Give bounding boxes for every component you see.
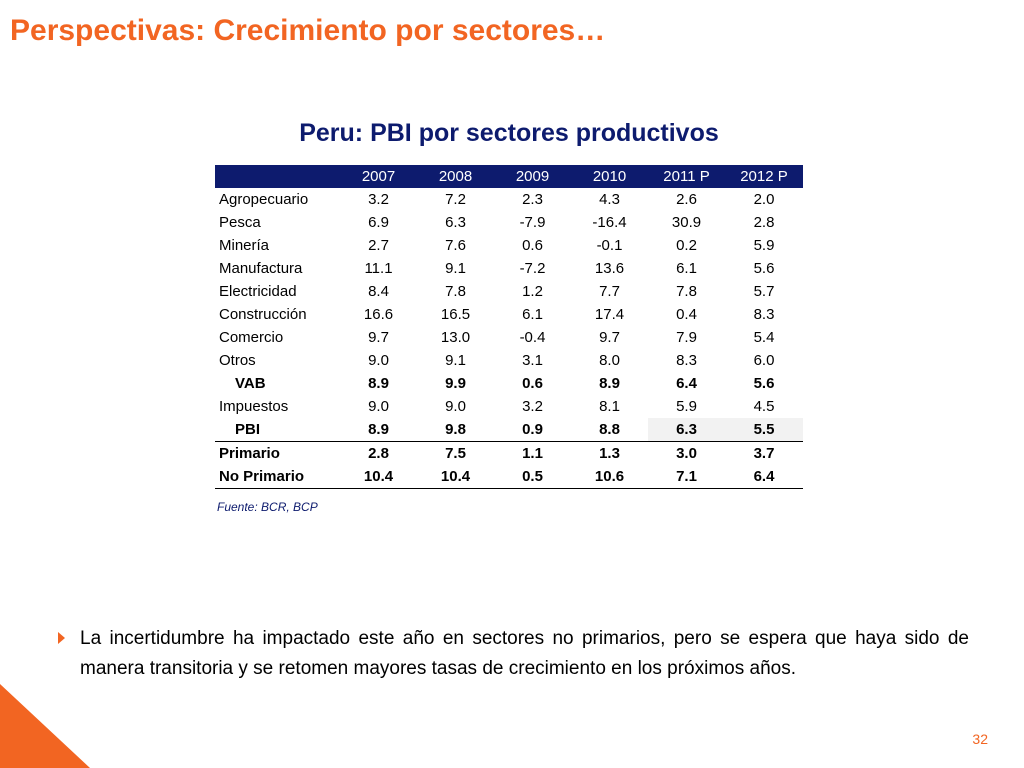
column-header-2009: 2009: [494, 165, 571, 188]
cell: 7.5: [445, 445, 466, 462]
cell: 10.4: [340, 465, 417, 489]
cell: 9.8: [417, 418, 494, 442]
cell: 7.2: [445, 191, 466, 208]
cell: 2.7: [368, 237, 389, 254]
table-row-primario: [215, 442, 803, 466]
pbi-sector-table: [215, 165, 803, 489]
slide-title: Perspectivas: Crecimiento por sectores…: [10, 14, 606, 47]
cell: 4.3: [599, 191, 620, 208]
cell: -0.1: [596, 237, 623, 254]
cell: 3.2: [522, 398, 543, 415]
column-header-2011p: 2011 P: [648, 165, 725, 188]
cell: 13.6: [594, 260, 625, 277]
column-header-2010: 2010: [571, 165, 648, 188]
cell: 5.9: [753, 237, 775, 254]
cell: 10.6: [571, 465, 648, 489]
source-note: Fuente: BCR, BCP: [217, 500, 318, 514]
cell: 8.3: [753, 306, 775, 323]
table-row-no-primario: [215, 465, 803, 489]
cell: 8.0: [599, 352, 620, 369]
cell: 8.9: [599, 375, 620, 392]
cell: 2.8: [753, 214, 775, 231]
cell: 9.0: [445, 398, 466, 415]
cell: -16.4: [592, 214, 627, 231]
row-label: Primario: [219, 445, 280, 462]
cell: 7.8: [445, 283, 466, 300]
cell: 16.5: [440, 306, 471, 323]
table-row: [215, 211, 803, 234]
cell: 3.1: [522, 352, 543, 369]
cell: 10.4: [417, 465, 494, 489]
cell: 5.9: [676, 398, 697, 415]
cell: 8.4: [368, 283, 389, 300]
cell: 16.6: [363, 306, 394, 323]
row-label: Agropecuario: [219, 191, 309, 208]
cell: 6.9: [368, 214, 389, 231]
cell: 2.8: [368, 445, 389, 462]
column-header-2007: 2007: [340, 165, 417, 188]
cell: 3.2: [368, 191, 389, 208]
column-header-2012p: 2012 P: [725, 165, 803, 188]
bullet-text: La incertidumbre ha impactado este año en sectores no primarios, pero se espera que haya sido de manera transitoria y se retomen mayores tasas de crecimiento en los próximos años.: [80, 628, 969, 679]
cell: 0.6: [522, 375, 543, 392]
cell: 7.8: [676, 283, 697, 300]
row-label: No Primario: [215, 465, 340, 489]
cell: 13.0: [440, 329, 471, 346]
cell: 2.6: [676, 191, 697, 208]
row-label: Comercio: [219, 329, 284, 346]
cell: 6.3: [445, 214, 466, 231]
cell: 6.4: [676, 375, 697, 392]
cell: 2.0: [753, 191, 775, 208]
cell: 1.3: [599, 445, 620, 462]
cell: 7.9: [676, 329, 697, 346]
cell: 9.1: [445, 260, 466, 277]
cell: 7.6: [445, 237, 466, 254]
cell: 8.9: [368, 375, 389, 392]
table-row: [215, 326, 803, 349]
column-header-label: [215, 165, 340, 188]
cell: 0.6: [522, 237, 543, 254]
page-number: 32: [972, 731, 988, 747]
table-row: [215, 234, 803, 257]
cell: 9.9: [445, 375, 466, 392]
cell: 5.6: [753, 260, 775, 277]
cell: 9.7: [599, 329, 620, 346]
cell: 4.5: [753, 398, 775, 415]
row-label: Manufactura: [219, 260, 303, 277]
cell: 9.7: [368, 329, 389, 346]
triangle-right-icon: [58, 632, 65, 644]
cell: 9.0: [368, 398, 389, 415]
cell: 9.0: [368, 352, 389, 369]
cell: -7.2: [519, 260, 546, 277]
cell: 8.9: [340, 418, 417, 442]
table-row-vab: [215, 372, 803, 395]
cell: 5.5: [725, 418, 803, 442]
cell: 3.0: [676, 445, 697, 462]
cell: 5.4: [753, 329, 775, 346]
row-label: VAB: [235, 375, 266, 392]
corner-decoration: [0, 684, 90, 768]
cell: 9.1: [445, 352, 466, 369]
cell: 0.9: [494, 418, 571, 442]
cell: 8.8: [571, 418, 648, 442]
row-label: Otros: [219, 352, 256, 369]
bullet-point: [58, 624, 969, 684]
row-label: PBI: [215, 418, 340, 442]
cell: 3.7: [753, 445, 775, 462]
cell: 8.1: [599, 398, 620, 415]
cell: 0.4: [676, 306, 697, 323]
row-label: Construcción: [219, 306, 307, 323]
cell: 5.7: [753, 283, 775, 300]
cell: 7.7: [599, 283, 620, 300]
cell: 8.3: [676, 352, 697, 369]
table-row-pbi: [215, 418, 803, 442]
cell: 0.2: [676, 237, 697, 254]
cell: 1.1: [522, 445, 543, 462]
column-header-2008: 2008: [417, 165, 494, 188]
cell: -0.4: [519, 329, 546, 346]
cell: 6.4: [725, 465, 803, 489]
cell: 2.3: [522, 191, 543, 208]
table-row: [215, 395, 803, 418]
cell: 11.1: [364, 260, 393, 277]
table-header-row: [215, 165, 803, 188]
cell: 5.6: [753, 375, 775, 392]
cell: 30.9: [671, 214, 702, 231]
cell: 0.5: [494, 465, 571, 489]
row-label: Pesca: [219, 214, 261, 231]
cell: 6.3: [648, 418, 725, 442]
table-row: [215, 257, 803, 280]
table-row: [215, 280, 803, 303]
cell: 1.2: [522, 283, 543, 300]
table-row: [215, 188, 803, 211]
table-row: [215, 349, 803, 372]
table-title: Peru: PBI por sectores productivos: [299, 119, 719, 147]
row-label: Electricidad: [219, 283, 297, 300]
cell: -7.9: [519, 214, 546, 231]
row-label: Impuestos: [219, 398, 289, 415]
cell: 7.1: [648, 465, 725, 489]
cell: 6.1: [676, 260, 697, 277]
table-row: [215, 303, 803, 326]
cell: 6.0: [753, 352, 775, 369]
row-label: Minería: [219, 237, 270, 254]
cell: 17.4: [594, 306, 625, 323]
cell: 6.1: [522, 306, 543, 323]
